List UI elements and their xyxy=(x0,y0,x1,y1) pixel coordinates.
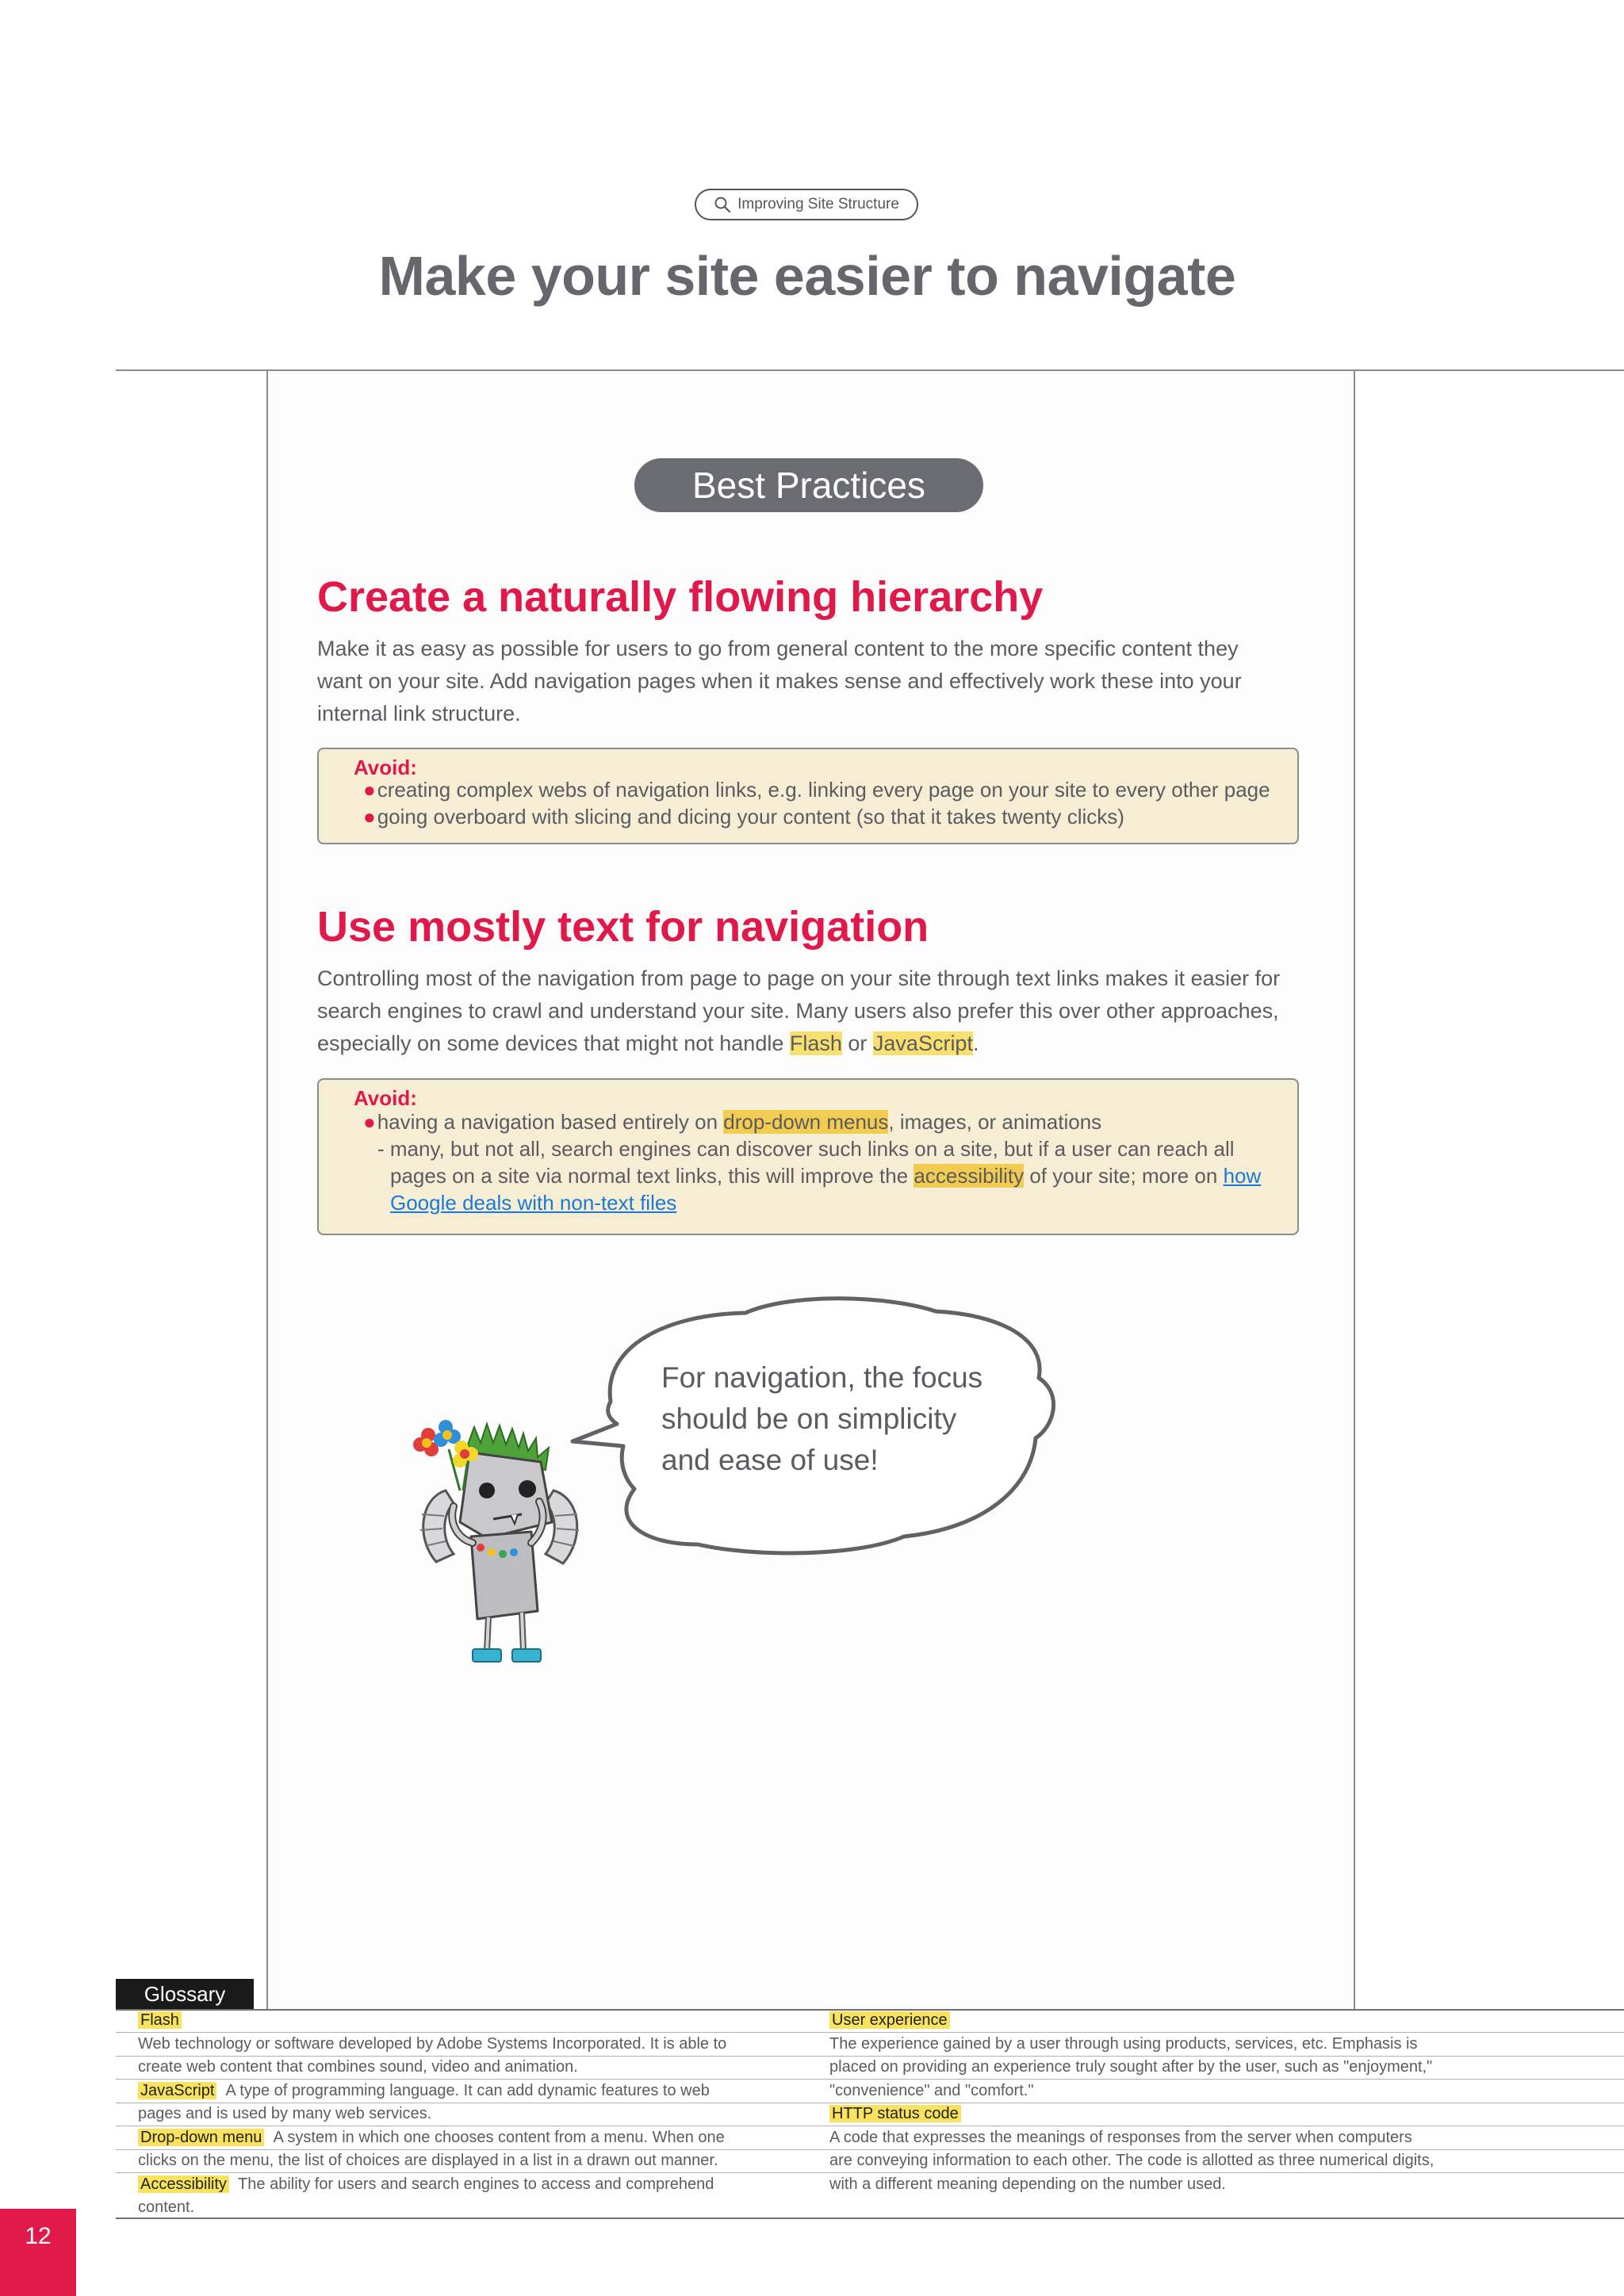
top-rule xyxy=(116,369,1624,371)
glossary-definition: with a different meaning depending on the number used. xyxy=(829,2175,1226,2193)
section1-paragraph xyxy=(317,633,1299,730)
avoid-box-2 xyxy=(317,1078,1299,1235)
subnote-text: of your site; more on xyxy=(1024,1164,1224,1188)
non-text-files-link[interactable]: how xyxy=(1223,1164,1262,1188)
avoid-bullet xyxy=(363,805,1124,829)
bullet-text: going overboard with slicing and dicing your content (so that it takes twenty clicks) xyxy=(377,805,1124,828)
para-line: search engines to crawl and understand your site. Many users also prefer this over other approaches, xyxy=(317,999,1279,1023)
bubble-text xyxy=(661,1357,1034,1481)
glossary-definition: are conveying information to each other. The code is allotted as three numerical digits, xyxy=(829,2152,1434,2169)
glossary-term: JavaScript xyxy=(138,2082,216,2099)
bullet-dot-icon: ● xyxy=(363,805,376,828)
glossary-tab: Glossary xyxy=(116,1979,254,2009)
para-line xyxy=(317,1027,1299,1060)
glossary-definition: A type of programming language. It can add dynamic features to web xyxy=(225,2081,710,2099)
glossary-term: User experience xyxy=(829,2011,950,2029)
glossary-definition: Web technology or software developed by Adobe Systems Incorporated. It is able to xyxy=(138,2034,727,2053)
right-rule xyxy=(1354,369,1355,2011)
bullet-dot-icon: ● xyxy=(363,1110,376,1134)
section1-heading: Create a naturally flowing hierarchy xyxy=(317,573,1044,621)
para-line: Make it as easy as possible for users to go from general content to the more specific content they xyxy=(317,637,1239,660)
bubble-line: For navigation, the focus xyxy=(661,1361,983,1394)
glossary-definition: placed on providing an experience truly sought after by the user, such as "enjoyment," xyxy=(829,2058,1433,2076)
best-practices-badge: Best Practices xyxy=(634,458,983,512)
avoid-label: Avoid: xyxy=(354,756,417,779)
robot-mascot-illustration xyxy=(404,1403,595,1677)
para-text: or xyxy=(841,1031,873,1055)
glossary-definition: create web content that combines sound, video and animation. xyxy=(138,2058,578,2076)
non-text-files-link[interactable]: Google deals with non-text files xyxy=(390,1191,677,1215)
bubble-line: should be on simplicity xyxy=(661,1402,957,1435)
glossary-definition: A system in which one chooses content from a menu. When one xyxy=(273,2128,725,2146)
glossary-term: Accessibility xyxy=(138,2175,229,2193)
bullet-dot-icon: ● xyxy=(363,778,376,802)
avoid-label: Avoid: xyxy=(354,1086,417,1110)
para-line: internal link structure. xyxy=(317,702,521,725)
para-text: . xyxy=(972,1031,979,1055)
section2-heading: Use mostly text for navigation xyxy=(317,903,929,951)
subnote-text: pages on a site via normal text links, this will improve the xyxy=(390,1164,914,1188)
avoid-box-1 xyxy=(317,748,1299,844)
bullet-text: creating complex webs of navigation links, e.g. linking every page on your site to every other page xyxy=(377,778,1270,802)
glossary-term-flash[interactable]: Flash xyxy=(789,1031,842,1055)
avoid-bullet xyxy=(363,1110,1101,1135)
page-title: Make your site easier to navigate xyxy=(378,245,1236,307)
glossary-term: Drop-down menu xyxy=(138,2129,264,2146)
avoid-subnote: - many, but not all, search engines can discover such links on a site, but if a user can reach all xyxy=(377,1137,1235,1161)
bubble-line: and ease of use! xyxy=(661,1444,879,1476)
bullet-text: , images, or animations xyxy=(888,1110,1102,1134)
section-badge xyxy=(695,189,918,220)
glossary-term-javascript[interactable]: JavaScript xyxy=(872,1031,973,1055)
para-text: especially on some devices that might not handle xyxy=(317,1031,790,1055)
glossary-term-dropdown[interactable]: drop-down menus xyxy=(723,1110,889,1134)
avoid-subnote xyxy=(390,1191,676,1215)
bullet-text: having a navigation based entirely on xyxy=(377,1110,724,1134)
avoid-bullet xyxy=(363,778,1270,802)
glossary-definition: content. xyxy=(138,2198,195,2216)
para-line: want on your site. Add navigation pages when it makes sense and effectively work these into your xyxy=(317,669,1242,693)
glossary-definition: "convenience" and "comfort." xyxy=(829,2081,1034,2099)
page-number: 12 xyxy=(0,2209,76,2296)
avoid-subnote xyxy=(390,1164,1261,1188)
glossary-term: HTTP status code xyxy=(829,2105,961,2122)
glossary-definition: The experience gained by a user through using products, services, etc. Emphasis is xyxy=(829,2034,1418,2053)
para-line: Controlling most of the navigation from page to page on your site through text links makes it easier for xyxy=(317,966,1281,990)
glossary-term-accessibility[interactable]: accessibility xyxy=(914,1164,1025,1188)
section-label: Improving Site Structure xyxy=(737,196,899,212)
left-rule xyxy=(266,369,268,2011)
magnifier-icon xyxy=(714,196,731,213)
glossary-definition: The ability for users and search engines to access and comprehend xyxy=(238,2175,714,2193)
glossary-right-column xyxy=(829,2009,1480,2196)
glossary-definition: A code that expresses the meanings of responses from the server when computers xyxy=(829,2128,1412,2146)
glossary-definition: clicks on the menu, the list of choices are displayed in a list in a drawn out manner. xyxy=(138,2152,718,2169)
glossary-term: Flash xyxy=(138,2011,182,2029)
glossary-definition: pages and is used by many web services. xyxy=(138,2105,432,2122)
glossary-left-column xyxy=(138,2009,783,2220)
section2-paragraph xyxy=(317,962,1299,1060)
